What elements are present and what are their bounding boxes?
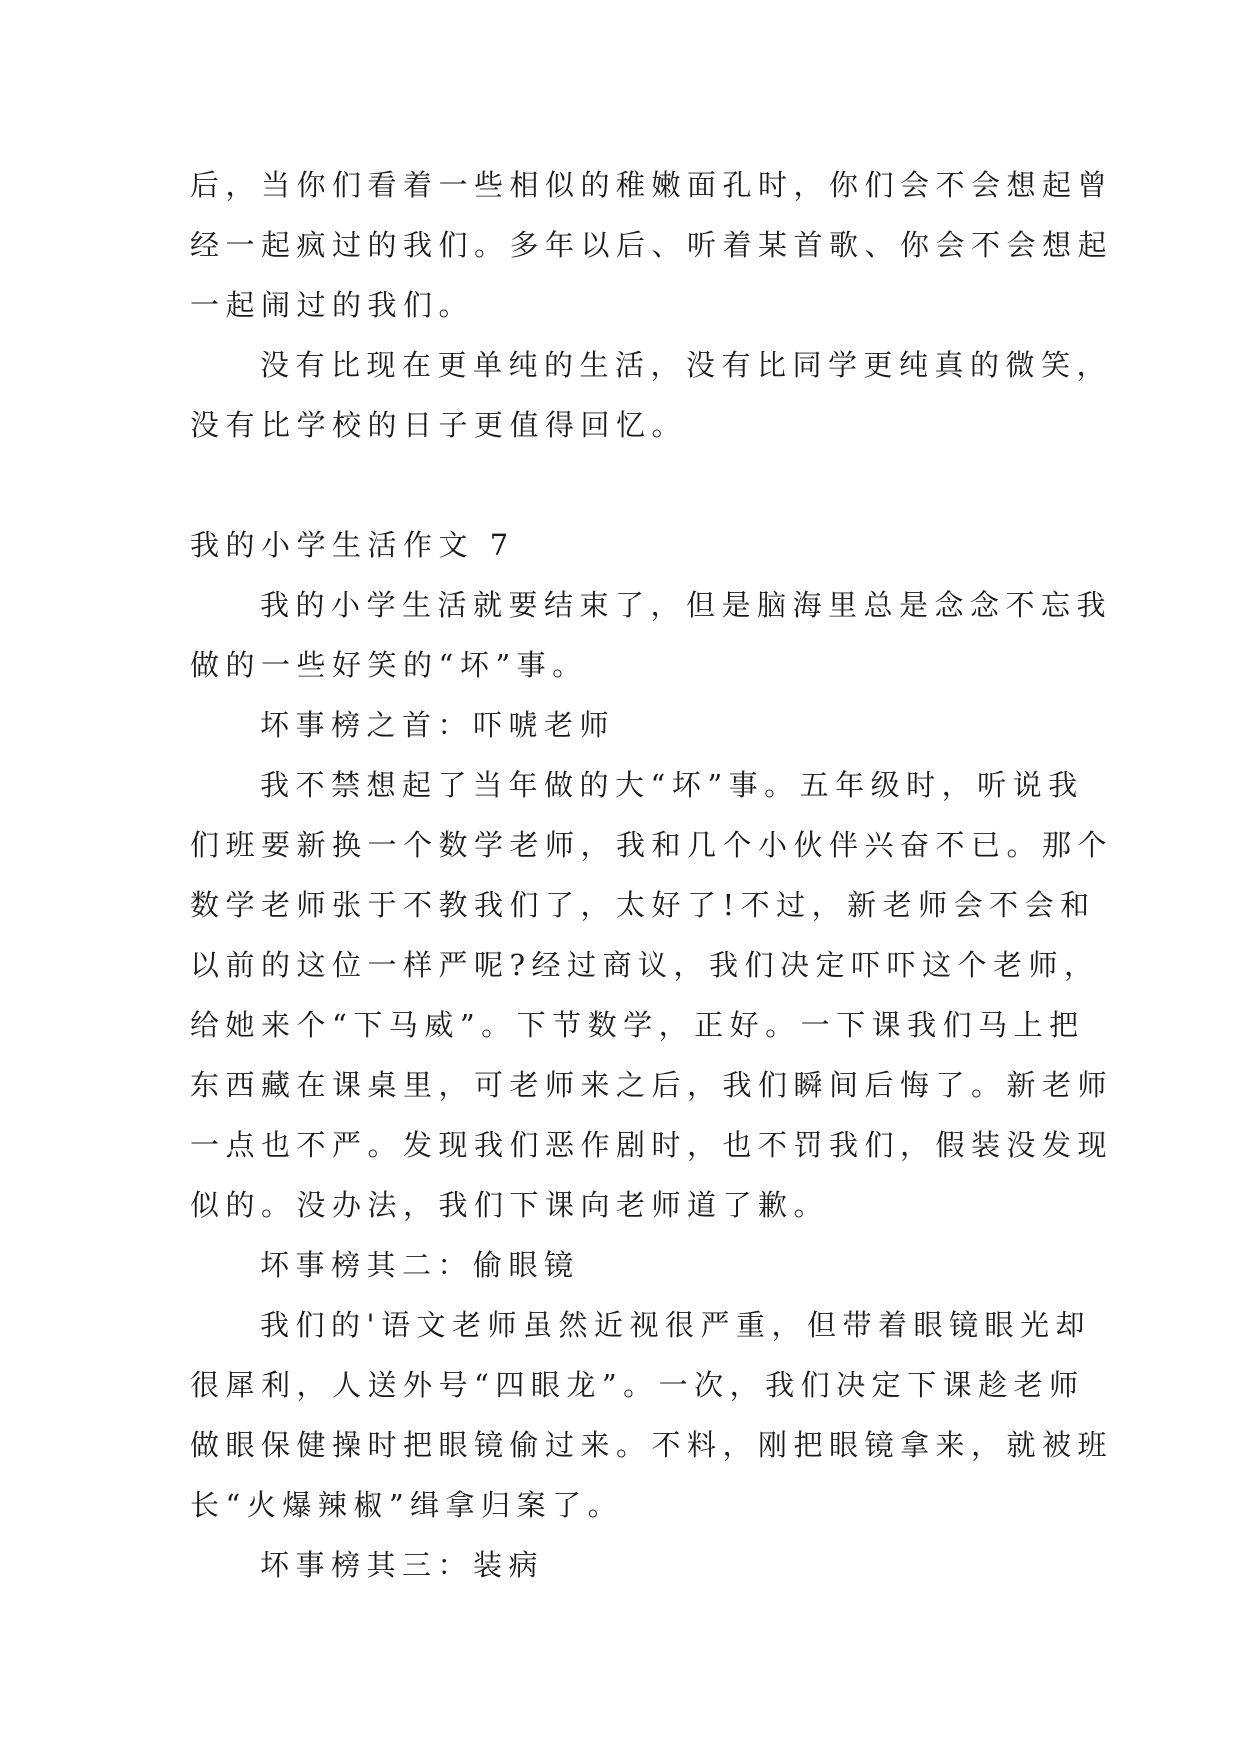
paragraph-line: 我不禁想起了当年做的大“坏”事。五年级时，听说我 <box>260 768 1084 802</box>
paragraph-line: 没有比学校的日子更值得回忆。 <box>190 408 688 442</box>
paragraph-line: 以前的这位一样严呢?经过商议，我们决定吓吓这个老师， <box>190 948 1100 982</box>
section-heading: 坏事榜其三：装病 <box>260 1548 545 1582</box>
essay-title: 我的小学生活作文 7 <box>190 528 515 562</box>
document-page <box>190 155 1114 1595</box>
section-gap <box>190 455 1060 515</box>
paragraph-line: 很犀利，人送外号“四眼龙”。一次，我们决定下课趁老师 <box>190 1368 1085 1402</box>
paragraph-line: 一点也不严。发现我们恶作剧时，也不罚我们，假装没发现 <box>190 1128 1114 1162</box>
paragraph-line: 们班要新换一个数学老师，我和几个小伙伴兴奋不已。那个 <box>190 828 1114 862</box>
section-heading: 坏事榜之首：吓唬老师 <box>260 708 616 742</box>
paragraph-line: 没有比现在更单纯的生活，没有比同学更纯真的微笑， <box>260 348 1113 382</box>
paragraph-line: 给她来个“下马威”。下节数学，正好。一下课我们马上把 <box>190 1008 1085 1042</box>
paragraph-line: 东西藏在课桌里，可老师来之后，我们瞬间后悔了。新老师 <box>190 1068 1114 1102</box>
paragraph-line: 做的一些好笑的“坏”事。 <box>190 648 588 682</box>
paragraph-line: 经一起疯过的我们。多年以后、听着某首歌、你会不会想起 <box>190 228 1114 262</box>
paragraph-line: 我们的'语文老师虽然近视很严重，但带着眼镜眼光却 <box>260 1308 1091 1342</box>
section-heading: 坏事榜其二：偷眼镜 <box>260 1248 580 1282</box>
paragraph-line: 一起闹过的我们。 <box>190 288 475 322</box>
paragraph-line: 我的小学生活就要结束了，但是脑海里总是念念不忘我 <box>260 588 1113 622</box>
paragraph-line: 似的。没办法，我们下课向老师道了歉。 <box>190 1188 830 1222</box>
paragraph-line: 做眼保健操时把眼镜偷过来。不料，刚把眼镜拿来，就被班 <box>190 1428 1114 1462</box>
paragraph-line: 后，当你们看着一些相似的稚嫩面孔时，你们会不会想起曾 <box>190 168 1114 202</box>
paragraph-line: 数学老师张于不教我们了，太好了!不过，新老师会不会和 <box>190 888 1096 922</box>
paragraph-line: 长“火爆辣椒”缉拿归案了。 <box>190 1488 624 1522</box>
